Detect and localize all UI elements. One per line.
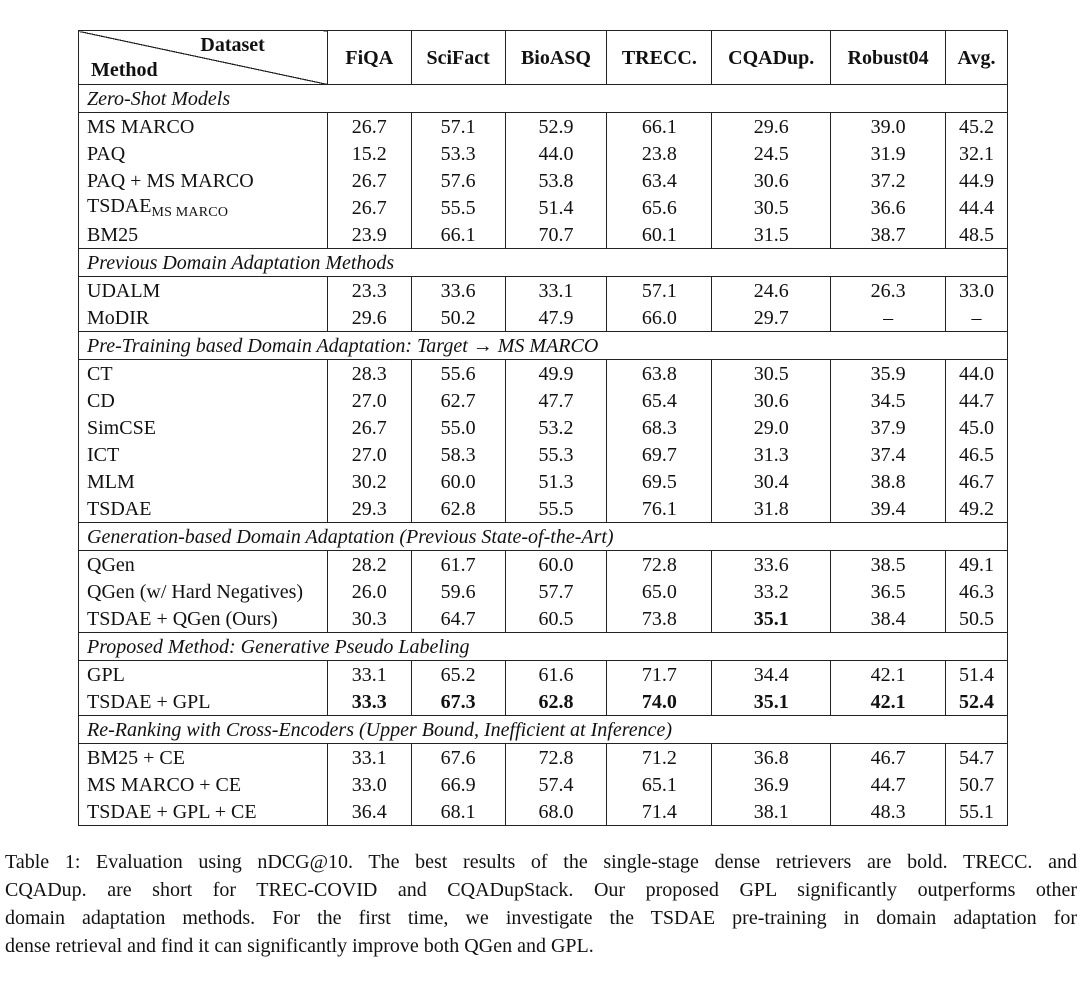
score-cell: 39.0 [831, 113, 946, 141]
section-row [79, 633, 1008, 661]
score-cell: 23.8 [607, 140, 712, 167]
score-cell: 36.8 [712, 744, 831, 772]
score-cell: 26.7 [327, 167, 411, 194]
column-header-scifact: SciFact [411, 31, 505, 85]
score-cell: 73.8 [607, 605, 712, 633]
score-cell: 35.9 [831, 360, 946, 388]
score-cell: 62.7 [411, 387, 505, 414]
table-row [79, 167, 1008, 194]
score-cell: 34.5 [831, 387, 946, 414]
method-name: MS MARCO + CE [87, 773, 242, 796]
score-cell: 65.6 [607, 194, 712, 221]
score-cell: 27.0 [327, 441, 411, 468]
method-cell [79, 167, 328, 194]
score-cell: 42.1 [831, 688, 946, 716]
method-cell [79, 468, 328, 495]
score-cell: 70.7 [505, 221, 607, 249]
method-name: UDALM [87, 279, 161, 302]
method-cell [79, 744, 328, 772]
score-cell: 53.8 [505, 167, 607, 194]
table-row [79, 441, 1008, 468]
score-cell: 30.2 [327, 468, 411, 495]
score-cell: 29.6 [712, 113, 831, 141]
score-cell: 31.5 [712, 221, 831, 249]
score-cell: 29.3 [327, 495, 411, 523]
score-cell: 57.1 [607, 277, 712, 305]
score-cell: 67.3 [411, 688, 505, 716]
column-header-trecc: TRECC. [607, 31, 712, 85]
section-title: Pre-Training based Domain Adaptation: Target → MS MARCO [79, 332, 1008, 360]
method-cell [79, 221, 328, 249]
score-cell: 49.1 [946, 551, 1008, 579]
column-header-fiqa: FiQA [327, 31, 411, 85]
score-cell: 51.4 [946, 661, 1008, 689]
table-row [79, 578, 1008, 605]
table-row [79, 744, 1008, 772]
method-cell [79, 387, 328, 414]
score-cell: 66.0 [607, 304, 712, 332]
method-name: MS MARCO [87, 115, 195, 138]
score-cell: 26.0 [327, 578, 411, 605]
score-cell: 68.0 [505, 798, 607, 826]
score-cell: 76.1 [607, 495, 712, 523]
table-row [79, 495, 1008, 523]
score-cell: 30.5 [712, 194, 831, 221]
score-cell: 44.0 [505, 140, 607, 167]
method-name: QGen [87, 553, 135, 576]
score-cell: 27.0 [327, 387, 411, 414]
score-cell: 55.0 [411, 414, 505, 441]
method-cell [79, 771, 328, 798]
score-cell: 46.5 [946, 441, 1008, 468]
method-cell [79, 113, 328, 141]
method-name: TSDAE + QGen (Ours) [87, 607, 278, 630]
score-cell: 36.4 [327, 798, 411, 826]
method-cell [79, 304, 328, 332]
table-row [79, 304, 1008, 332]
score-cell: 29.0 [712, 414, 831, 441]
score-cell: 69.7 [607, 441, 712, 468]
score-cell: 44.7 [831, 771, 946, 798]
section-title: Zero-Shot Models [79, 85, 1008, 113]
method-name: PAQ + MS MARCO [87, 169, 254, 192]
score-cell: 33.1 [327, 744, 411, 772]
score-cell: 66.9 [411, 771, 505, 798]
score-cell: 23.3 [327, 277, 411, 305]
score-cell: 33.2 [712, 578, 831, 605]
score-cell: 37.9 [831, 414, 946, 441]
score-cell: 37.4 [831, 441, 946, 468]
score-cell: 46.7 [946, 468, 1008, 495]
caption-line: domain adaptation methods. For the first time, we investigate the TSDAE pre-training in domain adaptation for [5, 907, 1077, 929]
score-cell: 31.9 [831, 140, 946, 167]
method-cell [79, 551, 328, 579]
score-cell: 45.0 [946, 414, 1008, 441]
score-cell: 50.2 [411, 304, 505, 332]
method-cell [79, 605, 328, 633]
score-cell: 42.1 [831, 661, 946, 689]
table-row [79, 414, 1008, 441]
section-title: Previous Domain Adaptation Methods [79, 249, 1008, 277]
method-cell [79, 277, 328, 305]
score-cell: 33.6 [411, 277, 505, 305]
score-cell: 38.4 [831, 605, 946, 633]
caption-line: CQADup. are short for TREC-COVID and CQADupStack. Our proposed GPL significantly outperforms other [5, 879, 1077, 901]
method-name: TSDAE + GPL + CE [87, 800, 257, 823]
score-cell: 30.6 [712, 387, 831, 414]
score-cell: 33.1 [505, 277, 607, 305]
method-name: TSDAE + GPL [87, 690, 211, 713]
score-cell: 47.9 [505, 304, 607, 332]
table-row [79, 113, 1008, 141]
section-row [79, 716, 1008, 744]
table-row [79, 661, 1008, 689]
column-header-bioasq: BioASQ [505, 31, 607, 85]
method-cell [79, 140, 328, 167]
method-name: CD [87, 389, 115, 412]
table-body [79, 85, 1008, 826]
score-cell: 62.8 [505, 688, 607, 716]
table-row [79, 277, 1008, 305]
section-title: Proposed Method: Generative Pseudo Labeling [79, 633, 1008, 661]
method-cell [79, 578, 328, 605]
score-cell: 72.8 [607, 551, 712, 579]
score-cell: 71.4 [607, 798, 712, 826]
method-name: BM25 + CE [87, 746, 185, 769]
score-cell: 57.6 [411, 167, 505, 194]
method-name: GPL [87, 663, 125, 686]
score-cell: 50.7 [946, 771, 1008, 798]
score-cell: 26.3 [831, 277, 946, 305]
table-row [79, 221, 1008, 249]
score-cell: 51.4 [505, 194, 607, 221]
method-label: Method [91, 59, 158, 81]
method-cell [79, 441, 328, 468]
score-cell: 62.8 [411, 495, 505, 523]
score-cell: – [831, 304, 946, 332]
score-cell: 72.8 [505, 744, 607, 772]
score-cell: 30.4 [712, 468, 831, 495]
score-cell: 61.7 [411, 551, 505, 579]
method-name: MLM [87, 470, 135, 493]
method-name: ICT [87, 443, 120, 466]
score-cell: 37.2 [831, 167, 946, 194]
score-cell: 15.2 [327, 140, 411, 167]
score-cell: 26.7 [327, 113, 411, 141]
method-name: BM25 [87, 223, 139, 246]
method-cell [79, 360, 328, 388]
score-cell: 55.5 [411, 194, 505, 221]
caption-line: Table 1: Evaluation using nDCG@10. The best results of the single-stage dense retrievers are bold. TRECC. and [5, 851, 1077, 873]
method-name: CT [87, 362, 113, 385]
score-cell: 60.0 [411, 468, 505, 495]
score-cell: 65.2 [411, 661, 505, 689]
score-cell: 44.4 [946, 194, 1008, 221]
score-cell: 45.2 [946, 113, 1008, 141]
score-cell: 36.6 [831, 194, 946, 221]
score-cell: 29.7 [712, 304, 831, 332]
score-cell: 55.6 [411, 360, 505, 388]
score-cell: 71.2 [607, 744, 712, 772]
score-cell: 74.0 [607, 688, 712, 716]
score-cell: 49.2 [946, 495, 1008, 523]
score-cell: 39.4 [831, 495, 946, 523]
score-cell: 33.1 [327, 661, 411, 689]
score-cell: 24.5 [712, 140, 831, 167]
table-row [79, 688, 1008, 716]
method-name: PAQ [87, 142, 126, 165]
score-cell: 68.3 [607, 414, 712, 441]
score-cell: 57.4 [505, 771, 607, 798]
section-row [79, 85, 1008, 113]
method-cell [79, 194, 328, 221]
table-row [79, 468, 1008, 495]
score-cell: 38.7 [831, 221, 946, 249]
score-cell: 26.7 [327, 414, 411, 441]
section-row [79, 332, 1008, 360]
score-cell: 68.1 [411, 798, 505, 826]
score-cell: 26.7 [327, 194, 411, 221]
section-title: Re-Ranking with Cross-Encoders (Upper Bound, Inefficient at Inference) [79, 716, 1008, 744]
header-row [79, 31, 1008, 85]
score-cell: 34.4 [712, 661, 831, 689]
score-cell: 57.1 [411, 113, 505, 141]
table-row [79, 605, 1008, 633]
score-cell: 60.5 [505, 605, 607, 633]
score-cell: 31.3 [712, 441, 831, 468]
score-cell: 44.7 [946, 387, 1008, 414]
method-cell [79, 661, 328, 689]
method-subscript: MS MARCO [151, 204, 229, 220]
method-cell [79, 414, 328, 441]
score-cell: 35.1 [712, 605, 831, 633]
score-cell: 52.4 [946, 688, 1008, 716]
caption-line: dense retrieval and find it can significantly improve both QGen and GPL. [5, 935, 594, 957]
score-cell: 30.6 [712, 167, 831, 194]
score-cell: 65.0 [607, 578, 712, 605]
score-cell: 24.6 [712, 277, 831, 305]
score-cell: 38.1 [712, 798, 831, 826]
table-caption [5, 848, 1077, 960]
column-header-cqadup: CQADup. [712, 31, 831, 85]
score-cell: 32.1 [946, 140, 1008, 167]
score-cell: 66.1 [411, 221, 505, 249]
score-cell: 53.2 [505, 414, 607, 441]
table-row [79, 194, 1008, 221]
score-cell: 66.1 [607, 113, 712, 141]
table-row [79, 798, 1008, 826]
score-cell: 50.5 [946, 605, 1008, 633]
table-row [79, 771, 1008, 798]
score-cell: 55.5 [505, 495, 607, 523]
results-table [78, 30, 1008, 826]
dataset-label: Dataset [200, 34, 265, 56]
score-cell: 63.4 [607, 167, 712, 194]
table-row [79, 360, 1008, 388]
method-cell [79, 495, 328, 523]
score-cell: 47.7 [505, 387, 607, 414]
score-cell: 44.0 [946, 360, 1008, 388]
section-title: Generation-based Domain Adaptation (Previous State-of-the-Art) [79, 523, 1008, 551]
score-cell: 60.0 [505, 551, 607, 579]
score-cell: 65.1 [607, 771, 712, 798]
method-cell [79, 688, 328, 716]
score-cell: 69.5 [607, 468, 712, 495]
score-cell: 35.1 [712, 688, 831, 716]
score-cell: 59.6 [411, 578, 505, 605]
score-cell: 64.7 [411, 605, 505, 633]
score-cell: 48.3 [831, 798, 946, 826]
score-cell: 38.8 [831, 468, 946, 495]
table-row [79, 551, 1008, 579]
score-cell: 51.3 [505, 468, 607, 495]
table-row [79, 387, 1008, 414]
score-cell: 55.1 [946, 798, 1008, 826]
section-row [79, 249, 1008, 277]
diagonal-header-cell [79, 31, 328, 85]
column-header-avg: Avg. [946, 31, 1008, 85]
score-cell: 52.9 [505, 113, 607, 141]
method-name: SimCSE [87, 416, 156, 439]
section-row [79, 523, 1008, 551]
method-cell [79, 798, 328, 826]
score-cell: 29.6 [327, 304, 411, 332]
score-cell: 46.3 [946, 578, 1008, 605]
score-cell: 60.1 [607, 221, 712, 249]
score-cell: 30.5 [712, 360, 831, 388]
score-cell: 57.7 [505, 578, 607, 605]
score-cell: 65.4 [607, 387, 712, 414]
table-row [79, 140, 1008, 167]
score-cell: 33.3 [327, 688, 411, 716]
method-name: QGen (w/ Hard Negatives) [87, 580, 304, 603]
score-cell: 30.3 [327, 605, 411, 633]
score-cell: 53.3 [411, 140, 505, 167]
score-cell: 28.2 [327, 551, 411, 579]
score-cell: 54.7 [946, 744, 1008, 772]
score-cell: 33.6 [712, 551, 831, 579]
score-cell: 67.6 [411, 744, 505, 772]
score-cell: 55.3 [505, 441, 607, 468]
method-name: TSDAE [87, 194, 152, 217]
score-cell: 28.3 [327, 360, 411, 388]
score-cell: 36.5 [831, 578, 946, 605]
score-cell: 38.5 [831, 551, 946, 579]
method-name: MoDIR [87, 306, 150, 329]
score-cell: 44.9 [946, 167, 1008, 194]
score-cell: 49.9 [505, 360, 607, 388]
score-cell: 33.0 [327, 771, 411, 798]
score-cell: – [946, 304, 1008, 332]
score-cell: 23.9 [327, 221, 411, 249]
score-cell: 71.7 [607, 661, 712, 689]
score-cell: 48.5 [946, 221, 1008, 249]
score-cell: 33.0 [946, 277, 1008, 305]
score-cell: 63.8 [607, 360, 712, 388]
column-header-robust04: Robust04 [831, 31, 946, 85]
score-cell: 46.7 [831, 744, 946, 772]
score-cell: 61.6 [505, 661, 607, 689]
score-cell: 36.9 [712, 771, 831, 798]
score-cell: 31.8 [712, 495, 831, 523]
score-cell: 58.3 [411, 441, 505, 468]
method-name: TSDAE [87, 497, 152, 520]
